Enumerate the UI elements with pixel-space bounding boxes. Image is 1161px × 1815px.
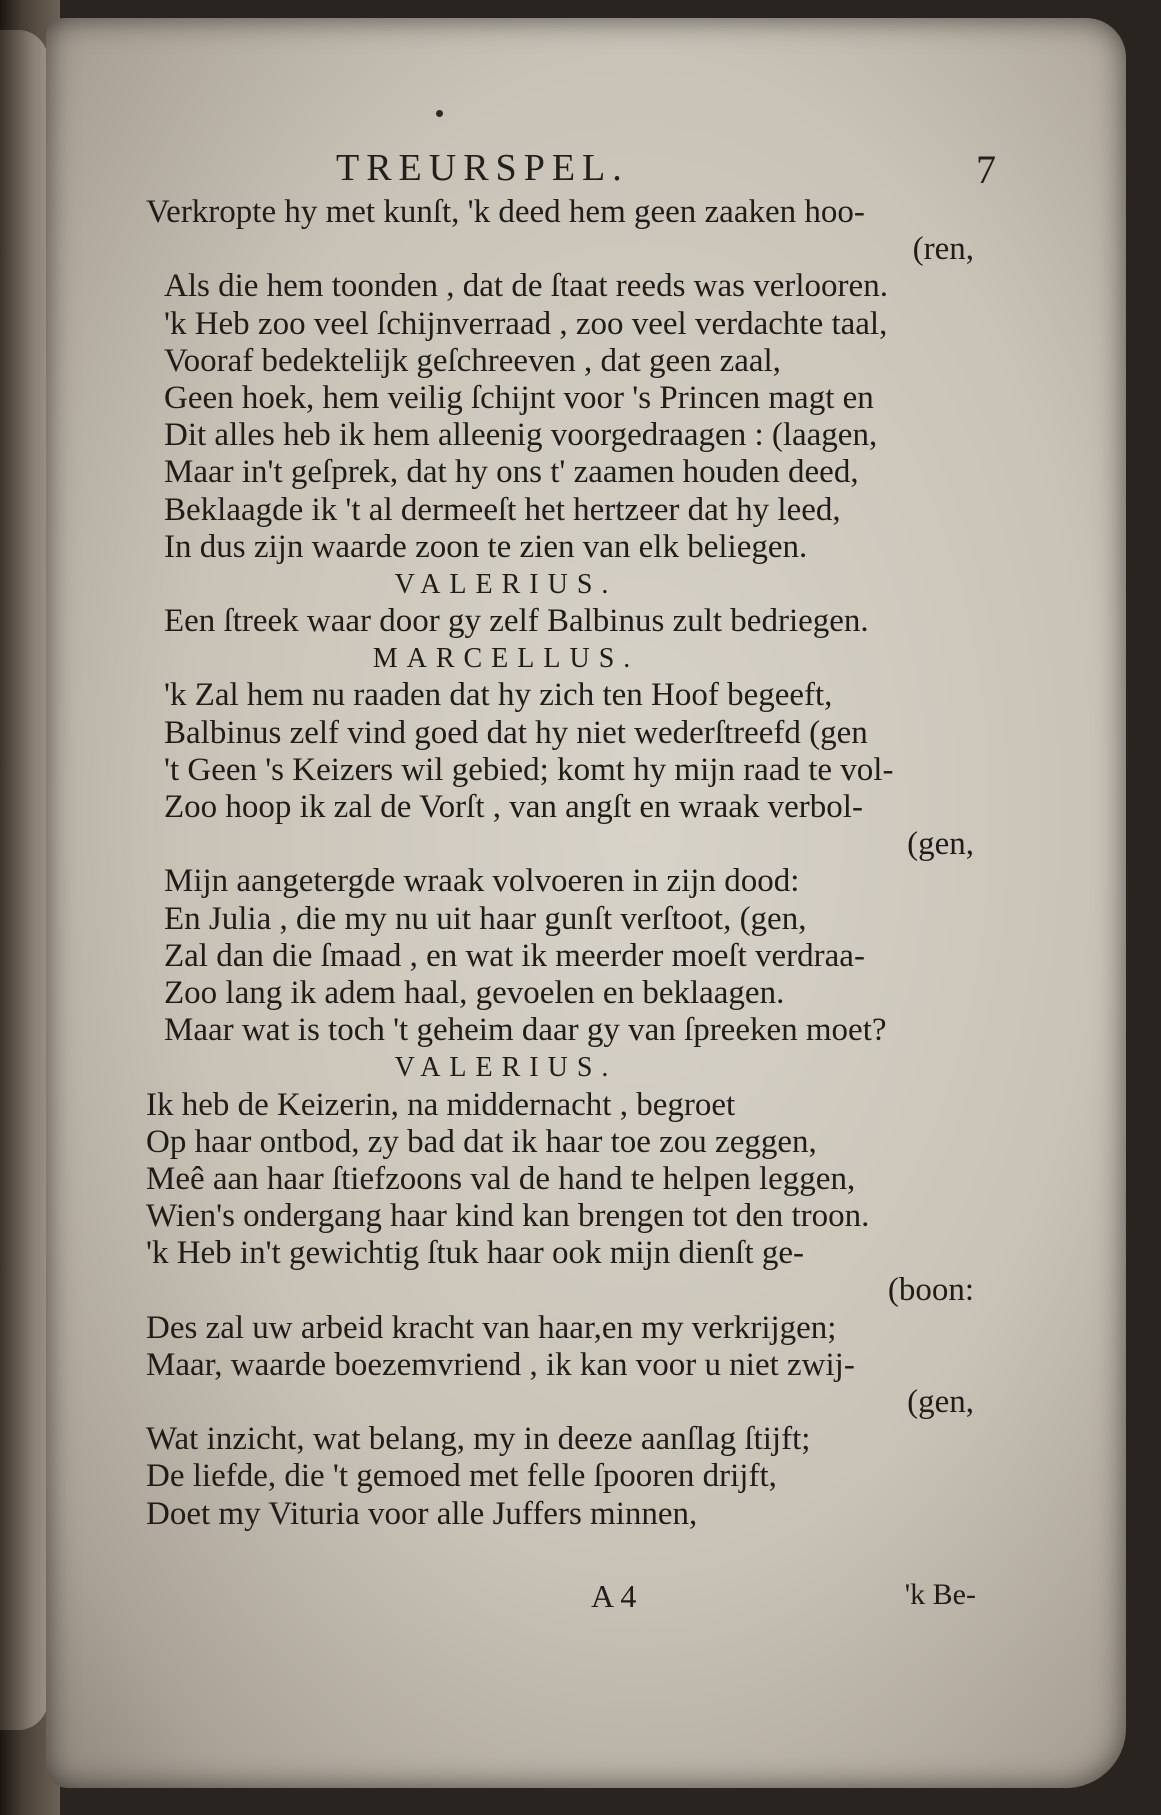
verse-line-23: Wien's ondergang haar kind kan brengen tot den troon. [146,1198,870,1235]
verse-line-9: In dus zijn waarde zoon te zien van elk beliegen. [164,528,808,565]
signature-mark: A 4 [591,1578,637,1614]
facing-page-edge [0,30,48,1730]
verse-line-11: 'k Zal hem nu raaden dat hy zich ten Hoof begeeft, [164,677,833,714]
page-footer [346,1578,986,1618]
turnover-line: (ren, [912,231,974,268]
verse-line-2: Als die hem toonden , dat de ſtaat reeds was verlooren. [164,268,888,305]
verse-line-21: Op haar ontbod, zy bad dat ik haar toe zou zeggen, [146,1123,817,1160]
turnover-line: (gen, [907,826,974,863]
verse-line-3: 'k Heb zoo veel ſchijnverraad , zoo veel verdachte taal, [164,305,888,342]
verse-line-18: Zoo lang ik adem haal, gevoelen en beklaagen. [164,974,785,1011]
catchword: 'k Be- [904,1578,976,1611]
verse-line-24: 'k Heb in't gewichtig ſtuk haar ook mijn dienſt ge- [146,1235,805,1272]
page-number: 7 [976,147,996,192]
verse-line-12: Balbinus zelf vind goed dat hy niet wederſtreefd (gen [164,714,868,751]
verse-line-15: Mijn aangetergde wraak volvoeren in zijn dood: [164,863,800,900]
turnover-line: (boon: [887,1272,974,1309]
verse-line-19: Maar wat is toch 't geheim daar gy van ſpreeken moet? [164,1012,887,1049]
verse-line-10: Een ſtreek waar door gy zelf Balbinus zult bedriegen. [164,603,869,640]
ink-dot [436,110,443,117]
verse-line-7: Maar in't geſprek, dat hy ons t' zaamen houden deed, [164,454,859,491]
verse-line-4: Vooraf bedektelijk geſchreeven , dat geen zaal, [164,342,781,379]
verse-line-14: Zoo hoop ik zal de Vorſt , van angſt en wraak verbol- [164,789,863,825]
verse-line-27: Wat inzicht, wat belang, my in deeze aanſlag ſtijft; [146,1421,811,1458]
verse-line-1: Verkropte hy met kunſt, 'k deed hem geen zaaken hoo- [146,194,865,230]
verse-line-16: En Julia , die my nu uit haar gunſt verſtoot, (gen, [164,900,807,937]
verse-line-8: Beklaagde ik 't al dermeeſt het hertzeer dat hy leed, [164,491,841,528]
verse-line-28: De liefde, die 't gemoed met felle ſpooren drijft, [146,1458,777,1495]
verse-line-13: 't Geen 's Keizers wil gebied; komt hy mijn raad te vol- [164,751,894,788]
book-page [46,18,1126,1788]
verse-line-22: Meê aan haar ſtiefzoons val de hand te helpen leggen, [146,1160,856,1197]
speaker-name: VALERIUS. [394,1052,618,1084]
verse-line-5: Geen hoek, hem veilig ſchijnt voor 's Princen magt en [164,379,874,416]
verse-line-20: Ik heb de Keizerin, na middernacht , begroet [146,1086,736,1123]
verse-line-26: Maar, waarde boezemvriend , ik kan voor u niet zwij- [146,1346,855,1383]
speaker-name: MARCELLUS. [372,643,640,675]
turnover-line: (gen, [907,1384,974,1420]
verse-line-25: Des zal uw arbeid kracht van haar,en my verkrijgen; [146,1309,837,1346]
verse-text [146,194,986,1533]
verse-line-17: Zal dan die ſmaad , en wat ik meerder moeſt verdraa- [164,937,865,974]
page-header [336,146,996,192]
verse-line-6: Dit alles heb ik hem alleenig voorgedraagen : (laagen, [164,417,878,454]
verse-line-29: Doet my Vituria voor alle Juffers minnen, [146,1495,698,1532]
running-head: TREURSPEL. [336,147,629,189]
speaker-name: VALERIUS. [394,568,618,600]
